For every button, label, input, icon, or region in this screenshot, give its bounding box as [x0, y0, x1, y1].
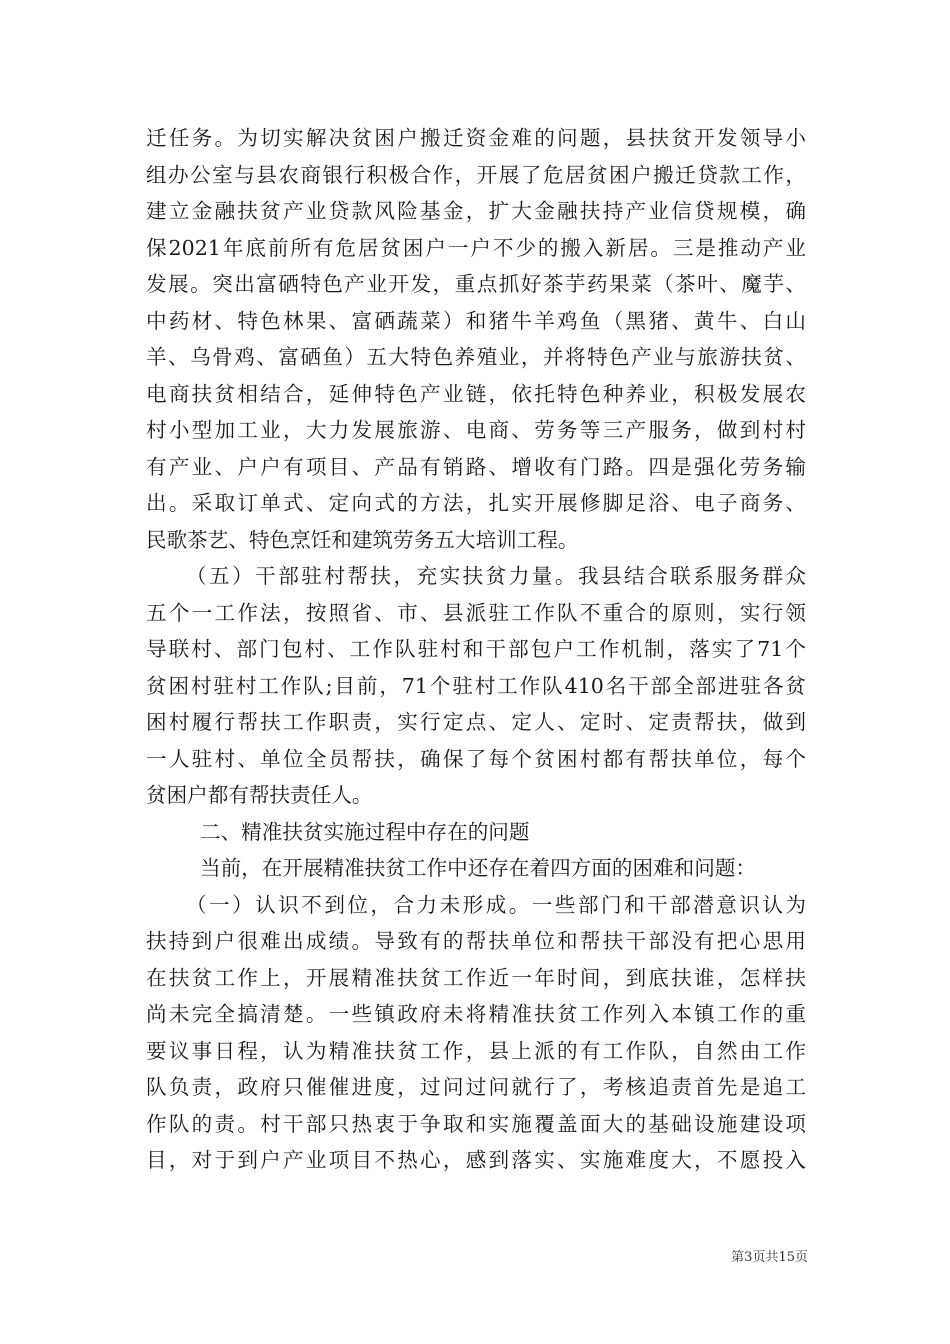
- text-line: 羊、乌骨鸡、富硒鱼）五大特色养殖业，并将特色产业与旅游扶贫、: [146, 345, 806, 369]
- text-line: 有产业、户户有项目、产品有销路、增收有门路。四是强化劳务输: [146, 454, 806, 479]
- page-number: 第3页共15页: [731, 1250, 808, 1265]
- section-heading: 二、精准扶贫实施过程中存在的问题: [200, 819, 530, 844]
- text-line: 贫困户都有帮扶责任人。: [146, 783, 373, 807]
- text-line: 目，对于到户产业项目不热心，感到落实、实施难度大，不愿投入: [146, 1148, 806, 1172]
- text-line: 发展。突出富硒特色产业开发，重点抓好茶芋药果菜（茶叶、魔芋、: [146, 272, 806, 296]
- text-line: 组办公室与县农商银行积极合作，开展了危居贫困户搬迁贷款工作，: [146, 162, 806, 187]
- text-line: 村小型加工业，大力发展旅游、电商、劳务等三产服务，做到村村: [146, 418, 806, 442]
- text-line: 尚未完全搞清楚。一些镇政府未将精准扶贫工作列入本镇工作的重: [146, 1002, 806, 1026]
- text-line: 困村履行帮扶工作职责，实行定点、定人、定时、定责帮扶，做到: [146, 710, 806, 734]
- text-line: 民歌茶艺、特色烹饪和建筑劳务五大培训工程。: [146, 527, 579, 552]
- text-line: 建立金融扶贫产业贷款风险基金，扩大金融扶持产业信贷规模，确: [146, 199, 806, 223]
- text-line: 在扶贫工作上，开展精准扶贫工作近一年时间，到底扶谁，怎样扶: [146, 965, 806, 990]
- text-line: 作队的责。村干部只热衷于争取和实施覆盖面大的基础设施建设项: [146, 1111, 806, 1136]
- text-line: （五）干部驻村帮扶，充实扶贫力量。我县结合联系服务群众: [186, 564, 806, 588]
- text-line: 中药材、特色林果、富硒蔬菜）和猪牛羊鸡鱼（黑猪、黄牛、白山: [146, 308, 806, 333]
- text-line: 扶持到户很难出成绩。导致有的帮扶单位和帮扶干部没有把心思用: [146, 929, 806, 953]
- text-line: 队负责，政府只催催进度，过问过问就行了，考核追责首先是追工: [146, 1075, 806, 1099]
- text-line: 迁任务。为切实解决贫困户搬迁资金难的问题，县扶贫开发领导小: [146, 126, 806, 150]
- text-line: 五个一工作法，按照省、市、县派驻工作队不重合的原则，实行领: [146, 600, 806, 625]
- text-line: 一人驻村、单位全员帮扶，确保了每个贫困村都有帮扶单位，每个: [146, 746, 806, 771]
- text-line: 出。采取订单式、定向式的方法，扎实开展修脚足浴、电子商务、: [146, 491, 806, 515]
- body-text: [146, 120, 806, 1179]
- text-line: 保2021年底前所有危居贫困户一户不少的搬入新居。三是推动产业: [146, 235, 806, 260]
- text-line: 当前，在开展精准扶贫工作中还存在着四方面的困难和问题：: [200, 856, 757, 880]
- text-line: 贫困村驻村工作队;目前，71个驻村工作队410名干部全部进驻各贫: [146, 673, 806, 698]
- text-line: 电商扶贫相结合，延伸特色产业链，依托特色种养业，积极发展农: [146, 381, 806, 406]
- text-line: 导联村、部门包村、工作队驻村和干部包户工作机制，落实了71个: [146, 637, 806, 661]
- text-line: 要议事日程，认为精准扶贫工作，县上派的有工作队，自然由工作: [146, 1038, 806, 1063]
- text-line: （一）认识不到位，合力未形成。一些部门和干部潜意识认为: [186, 892, 806, 917]
